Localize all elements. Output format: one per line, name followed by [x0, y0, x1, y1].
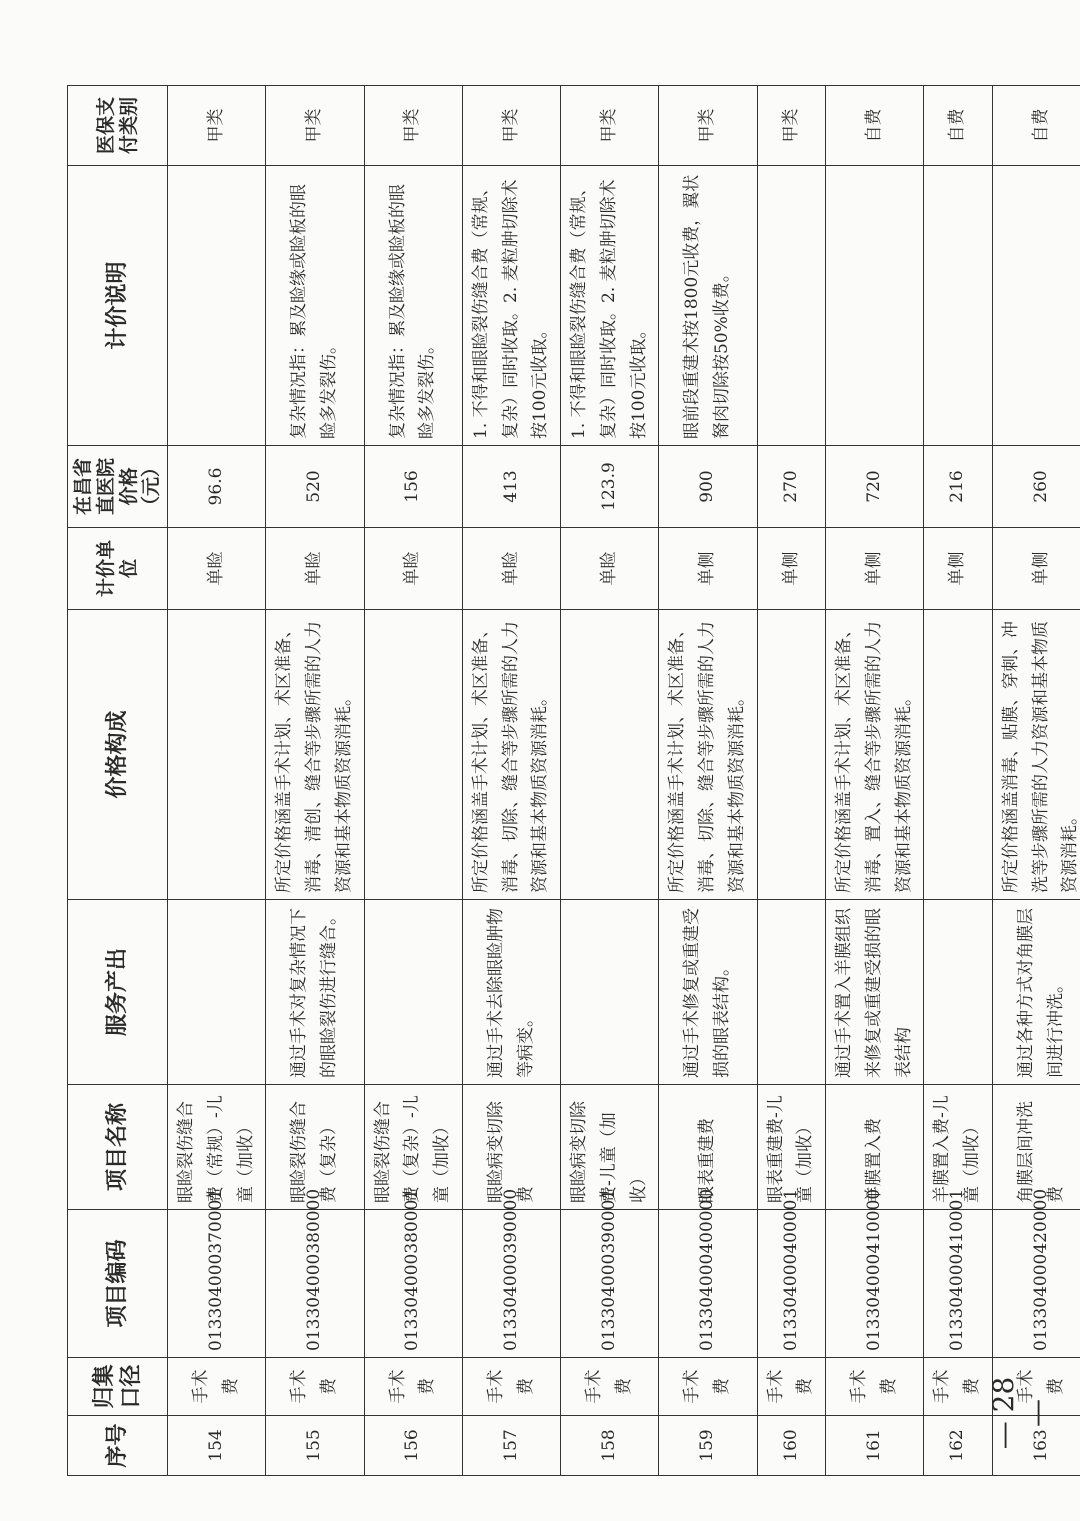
row-composition [364, 610, 462, 900]
row-service: 通过手术置入羊膜组织来修复或重建受损的眼表结构 [826, 900, 924, 1085]
row-price: 270 [757, 446, 826, 528]
row-name: 眼表重建费-儿童（加收） [757, 1085, 826, 1210]
table-row [561, 86, 659, 1476]
row-name: 角膜层间冲洗费 [992, 1085, 1080, 1210]
header-service: 服务产出 [68, 900, 168, 1085]
row-service [924, 900, 993, 1085]
row-category: 手术费 [364, 1358, 462, 1416]
header-unit: 计价单位 [68, 528, 168, 610]
row-note: 1. 不得和眼睑裂伤缝合费（常规、复杂）同时收取。2. 麦粒肿切除术按100元收取。 [561, 166, 659, 446]
row-seq: 161 [826, 1416, 924, 1476]
row-code: 013304000380001 [364, 1210, 462, 1358]
row-code: 013304000400000 [659, 1210, 757, 1358]
row-note: 1. 不得和眼睑裂伤缝合费（常规、复杂）同时收取。2. 麦粒肿切除术按100元收取。 [462, 166, 560, 446]
row-service [168, 900, 266, 1085]
row-unit: 单睑 [266, 528, 364, 610]
row-note [924, 166, 993, 446]
row-insurance: 自费 [826, 86, 924, 166]
row-unit: 单睑 [561, 528, 659, 610]
row-seq: 162 [924, 1416, 993, 1476]
header-note: 计价说明 [68, 166, 168, 446]
row-insurance: 甲类 [266, 86, 364, 166]
row-service [561, 900, 659, 1085]
row-note [992, 166, 1080, 446]
row-insurance: 自费 [924, 86, 993, 166]
table-row [757, 86, 826, 1476]
row-unit: 单侧 [659, 528, 757, 610]
row-seq: 160 [757, 1416, 826, 1476]
header-price: 在昌省直医院价格（元） [68, 446, 168, 528]
table-row [924, 86, 993, 1476]
header-name: 项目名称 [68, 1085, 168, 1210]
row-composition [561, 610, 659, 900]
row-price: 96.6 [168, 446, 266, 528]
page-number: — 28 — [987, 1376, 1053, 1450]
row-code: 013304000400001 [757, 1210, 826, 1358]
row-note: 复杂情况指：累及睑缘或睑板的眼睑多发裂伤。 [364, 166, 462, 446]
row-insurance: 甲类 [168, 86, 266, 166]
row-category: 手术费 [659, 1358, 757, 1416]
row-category: 手术费 [266, 1358, 364, 1416]
row-service [757, 900, 826, 1085]
row-name: 眼睑病变切除费-儿童（加收） [561, 1085, 659, 1210]
table-row [462, 86, 560, 1476]
row-seq: 155 [266, 1416, 364, 1476]
row-code: 013304000420000 [992, 1210, 1080, 1358]
row-unit: 单睑 [168, 528, 266, 610]
row-name: 眼表重建费 [659, 1085, 757, 1210]
row-category: 手术费 [561, 1358, 659, 1416]
row-service [364, 900, 462, 1085]
row-price: 123.9 [561, 446, 659, 528]
table-row [364, 86, 462, 1476]
row-seq: 154 [168, 1416, 266, 1476]
table-header-row [68, 86, 168, 1476]
row-unit: 单侧 [757, 528, 826, 610]
row-price: 900 [659, 446, 757, 528]
row-category: 手术费 [168, 1358, 266, 1416]
table-row [992, 86, 1080, 1476]
row-unit: 单侧 [924, 528, 993, 610]
row-code: 013304000410000 [826, 1210, 924, 1358]
row-seq: 158 [561, 1416, 659, 1476]
row-composition [168, 610, 266, 900]
row-unit: 单睑 [364, 528, 462, 610]
row-service: 通过手术对复杂情况下的眼睑裂伤进行缝合。 [266, 900, 364, 1085]
row-note: 眼前段重建术按1800元收费，翼状胬肉切除按50%收费。 [659, 166, 757, 446]
row-name: 眼睑裂伤缝合费（复杂） [266, 1085, 364, 1210]
row-code: 013304000380000 [266, 1210, 364, 1358]
row-seq: 159 [659, 1416, 757, 1476]
row-note [168, 166, 266, 446]
row-insurance: 甲类 [462, 86, 560, 166]
row-note [757, 166, 826, 446]
row-seq: 156 [364, 1416, 462, 1476]
row-name: 眼睑裂伤缝合费（复杂）-儿童（加收） [364, 1085, 462, 1210]
row-composition: 所定价格涵盖消毒、贴膜、穿刺、冲洗等步骤所需的人力资源和基本物质资源消耗。 [992, 610, 1080, 900]
row-code: 013304000410001 [924, 1210, 993, 1358]
row-service: 通过各种方式对角膜层间进行冲洗。 [992, 900, 1080, 1085]
row-seq: 157 [462, 1416, 560, 1476]
row-code: 013304000390001 [561, 1210, 659, 1358]
row-category: 手术费 [992, 1358, 1080, 1416]
row-unit: 单睑 [462, 528, 560, 610]
header-code: 项目编码 [68, 1210, 168, 1358]
row-service: 通过手术去除眼睑肿物等病变。 [462, 900, 560, 1085]
row-service: 通过手术修复或重建受损的眼表结构。 [659, 900, 757, 1085]
row-insurance: 甲类 [757, 86, 826, 166]
row-composition: 所定价格涵盖手术计划、术区准备、消毒、切除、缝合等步骤所需的人力资源和基本物质资源消耗。 [462, 610, 560, 900]
row-note [826, 166, 924, 446]
row-insurance: 甲类 [561, 86, 659, 166]
row-insurance: 甲类 [659, 86, 757, 166]
price-table [67, 85, 1080, 1476]
header-seq: 序号 [68, 1416, 168, 1476]
row-category: 手术费 [757, 1358, 826, 1416]
row-composition [924, 610, 993, 900]
row-price: 413 [462, 446, 560, 528]
row-note: 复杂情况指：累及睑缘或睑板的眼睑多发裂伤。 [266, 166, 364, 446]
header-composition: 价格构成 [68, 610, 168, 900]
row-price: 520 [266, 446, 364, 528]
row-composition: 所定价格涵盖手术计划、术区准备、消毒、切除、缝合等步骤所需的人力资源和基本物质资源消耗。 [659, 610, 757, 900]
row-name: 眼睑病变切除费 [462, 1085, 560, 1210]
table-row [659, 86, 757, 1476]
header-category: 归集口径 [68, 1358, 168, 1416]
row-code: 013304000390000 [462, 1210, 560, 1358]
table-row [826, 86, 924, 1476]
row-insurance: 自费 [992, 86, 1080, 166]
row-unit: 单侧 [992, 528, 1080, 610]
row-composition: 所定价格涵盖手术计划、术区准备、消毒、清创、缝合等步骤所需的人力资源和基本物质资源消耗。 [266, 610, 364, 900]
row-category: 手术费 [826, 1358, 924, 1416]
row-name: 羊膜置入费 [826, 1085, 924, 1210]
row-price: 720 [826, 446, 924, 528]
row-name: 眼睑裂伤缝合费（常规）-儿童（加收） [168, 1085, 266, 1210]
row-composition: 所定价格涵盖手术计划、术区准备、消毒、置入、缝合等步骤所需的人力资源和基本物质资源消耗。 [826, 610, 924, 900]
table-row [266, 86, 364, 1476]
row-price: 216 [924, 446, 993, 528]
row-seq: 163 [992, 1416, 1080, 1476]
row-category: 手术费 [462, 1358, 560, 1416]
header-insurance: 医保支付类别 [68, 86, 168, 166]
row-unit: 单侧 [826, 528, 924, 610]
row-price: 260 [992, 446, 1080, 528]
row-composition [757, 610, 826, 900]
row-insurance: 甲类 [364, 86, 462, 166]
table-body [168, 86, 1080, 1476]
row-name: 羊膜置入费-儿童（加收） [924, 1085, 993, 1210]
row-category: 手术费 [924, 1358, 993, 1416]
table-row [168, 86, 266, 1476]
row-price: 156 [364, 446, 462, 528]
row-code: 013304000370001 [168, 1210, 266, 1358]
